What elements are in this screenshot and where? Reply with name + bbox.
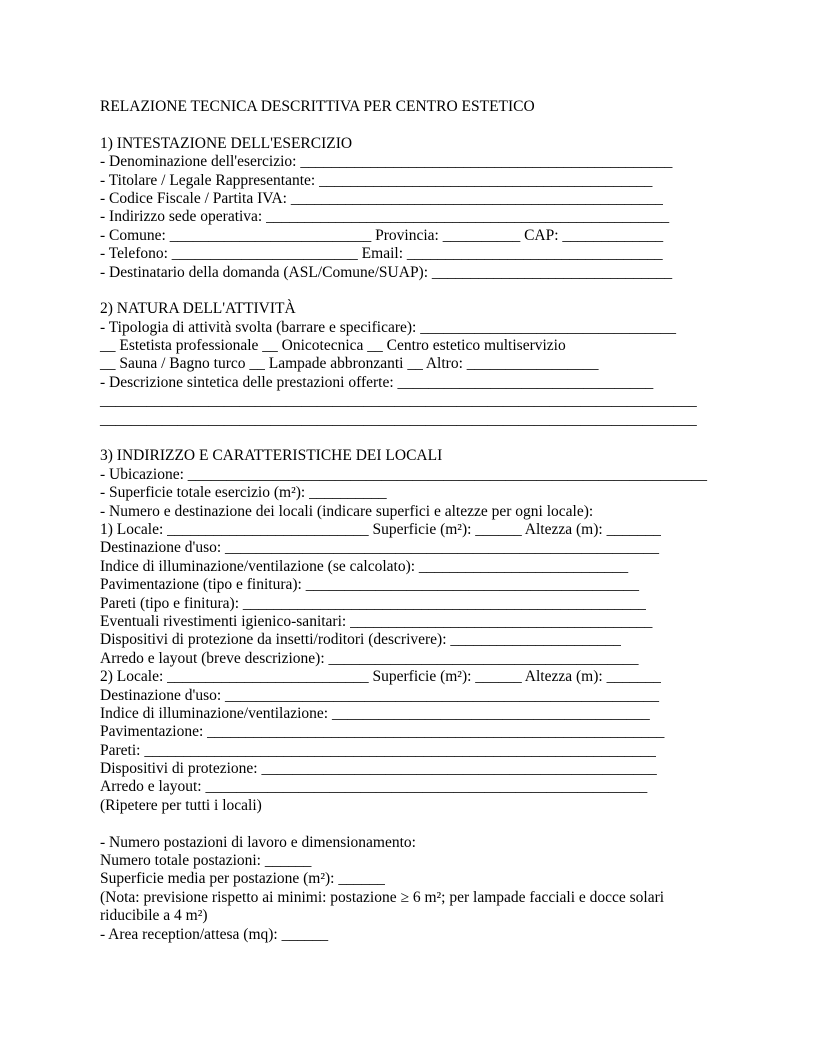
text-line: - Numero postazioni di lavoro e dimensionamento:: [100, 833, 416, 851]
form-field-line: - Area reception/attesa (mq): ______: [100, 925, 329, 943]
document-body: [100, 98, 720, 944]
blank-line: [100, 429, 720, 447]
form-field-line: Indice di illuminazione/ventilazione: _________________________________________: [100, 704, 650, 722]
form-field-line: Arredo e layout: _________________________________________________________: [100, 778, 648, 796]
form-field-line: - Ubicazione: ___________________________________________________________________: [100, 465, 708, 483]
form-field-line: 2) Locale: __________________________ Superficie (m²): ______ Altezza (m): _______: [100, 668, 661, 686]
form-field-line: Dispositivi di protezione: ___________________________________________________: [100, 760, 657, 778]
form-field-line: Dispositivi di protezione da insetti/roditori (descrivere): ______________________: [100, 631, 621, 649]
form-field-line: Destinazione d'uso: ________________________________________________________: [100, 686, 660, 704]
form-field-line: _____________________________________________________________________________: [100, 410, 697, 428]
form-field-line: - Tipologia di attività svolta (barrare e specificare): _________________________________: [100, 318, 676, 336]
form-field-line: Arredo e layout (breve descrizione): ________________________________________: [100, 649, 639, 667]
form-field-line: _____________________________________________________________________________: [100, 392, 697, 410]
text-line: (Nota: previsione rispetto ai minimi: postazione ≥ 6 m²; per lampade facciali e docce solari: [100, 888, 665, 906]
section-heading: 1) INTESTAZIONE DELL'ESERCIZIO: [100, 134, 353, 152]
blank-line: [100, 282, 720, 300]
form-field-line: - Telefono: ________________________ Email: _________________________________: [100, 245, 663, 263]
section-heading: 3) INDIRIZZO E CARATTERISTICHE DEI LOCALI: [100, 447, 443, 465]
form-field-line: Pareti (tipo e finitura): ____________________________________________________: [100, 594, 646, 612]
form-field-line: - Titolare / Legale Rappresentante: ___________________________________________: [100, 171, 653, 189]
form-field-line: - Denominazione dell'esercizio: ________________________________________________: [100, 153, 673, 171]
form-field-line: Pavimentazione (tipo e finitura): ___________________________________________: [100, 576, 639, 594]
blank-line: [100, 116, 720, 134]
form-field-line: 1) Locale: __________________________ Superficie (m²): ______ Altezza (m): _______: [100, 520, 661, 538]
form-field-line: - Indirizzo sede operativa: ____________________________________________________: [100, 208, 670, 226]
form-field-line: Pavimentazione: ___________________________________________________________: [100, 723, 665, 741]
blank-line: [100, 815, 720, 833]
text-line: (Ripetere per tutti i locali): [100, 796, 262, 814]
form-field-line: - Destinatario della domanda (ASL/Comune/SUAP): _______________________________: [100, 263, 673, 281]
form-field-line: __ Sauna / Bagno turco __ Lampade abbronzanti __ Altro: _________________: [100, 355, 599, 373]
form-field-line: Superficie media per postazione (m²): ______: [100, 870, 385, 888]
form-field-line: - Comune: __________________________ Provincia: __________ CAP: _____________: [100, 226, 664, 244]
form-field-line: - Superficie totale esercizio (m²): __________: [100, 484, 387, 502]
form-field-line: Indice di illuminazione/ventilazione (se calcolato): ___________________________: [100, 557, 629, 575]
form-field-line: Eventuali rivestimenti igienico-sanitari: _______________________________________: [100, 612, 653, 630]
document-title: RELAZIONE TECNICA DESCRITTIVA PER CENTRO ESTETICO: [100, 98, 535, 115]
form-field-line: Numero totale postazioni: ______: [100, 852, 312, 870]
document-lines: [100, 116, 720, 944]
form-field-line: Pareti: __________________________________________________________________: [100, 741, 656, 759]
text-line: - Numero e destinazione dei locali (indicare superfici e altezze per ogni locale):: [100, 502, 594, 520]
text-line: riducibile a 4 m²): [100, 907, 208, 925]
form-field-line: Destinazione d'uso: ________________________________________________________: [100, 539, 660, 557]
text-line: __ Estetista professionale __ Onicotecnica __ Centro estetico multiservizio: [100, 337, 566, 355]
section-heading: 2) NATURA DELL'ATTIVITÀ: [100, 300, 296, 318]
form-field-line: - Codice Fiscale / Partita IVA: ________________________________________________: [100, 189, 663, 207]
form-field-line: - Descrizione sintetica delle prestazioni offerte: _________________________________: [100, 373, 654, 391]
